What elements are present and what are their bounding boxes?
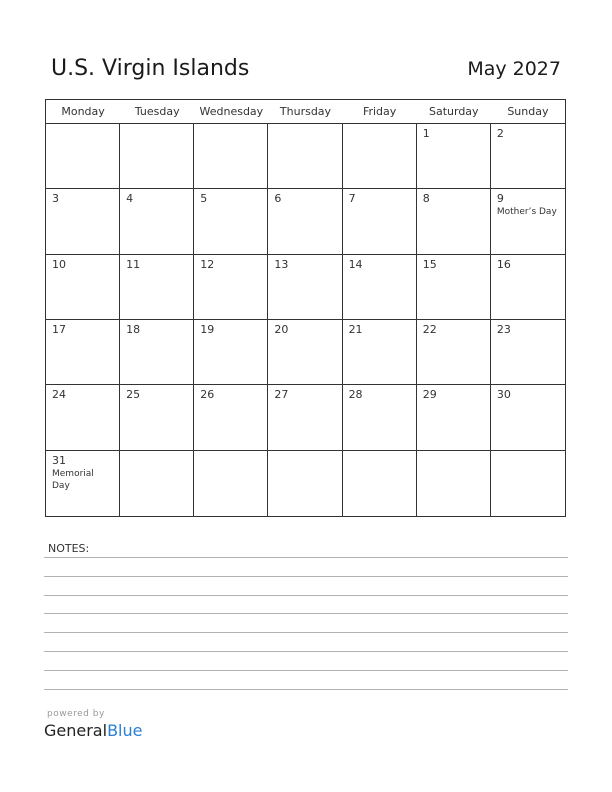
notes-line bbox=[44, 557, 568, 558]
day-cell-22 bbox=[417, 320, 491, 385]
notes-line bbox=[44, 651, 568, 652]
powered-by-text: powered by bbox=[47, 709, 105, 719]
notes-label: NOTES: bbox=[48, 542, 90, 555]
day-number: 30 bbox=[496, 388, 511, 402]
day-cell-21 bbox=[343, 320, 417, 385]
empty-day-cell bbox=[120, 451, 194, 516]
day-number: 28 bbox=[348, 388, 363, 402]
generalblue-logo bbox=[44, 721, 142, 741]
day-cell-18 bbox=[120, 320, 194, 385]
notes-line bbox=[44, 595, 568, 596]
day-number: 17 bbox=[52, 323, 66, 336]
day-number: 20 bbox=[274, 323, 289, 336]
day-cell-31 bbox=[46, 451, 120, 516]
empty-day-cell bbox=[268, 124, 342, 189]
day-cell-8 bbox=[417, 189, 491, 254]
day-number: 25 bbox=[126, 388, 141, 402]
day-cell-1 bbox=[417, 124, 491, 189]
day-number: 7 bbox=[348, 192, 356, 206]
day-cell-25 bbox=[120, 385, 194, 450]
day-cell-24 bbox=[46, 385, 120, 450]
holiday-label: Memorial Day bbox=[52, 468, 94, 491]
day-cell-23 bbox=[491, 320, 565, 385]
day-cell-28 bbox=[343, 385, 417, 450]
day-cell-2 bbox=[491, 124, 565, 189]
notes-line bbox=[44, 613, 568, 614]
weekday-monday: Monday bbox=[61, 105, 105, 118]
day-cell-6 bbox=[268, 189, 342, 254]
day-cell-29 bbox=[417, 385, 491, 450]
day-cell-5 bbox=[194, 189, 268, 254]
empty-day-cell bbox=[46, 124, 120, 189]
notes-line bbox=[44, 689, 568, 690]
day-number: 27 bbox=[274, 388, 289, 402]
day-number: 15 bbox=[422, 257, 437, 271]
day-number: 29 bbox=[422, 388, 437, 402]
day-number: 14 bbox=[348, 257, 363, 271]
days-grid bbox=[46, 124, 565, 516]
calendar-title: U.S. Virgin Islands bbox=[51, 56, 250, 81]
notes-line bbox=[44, 670, 568, 671]
day-cell-17 bbox=[46, 320, 120, 385]
empty-day-cell bbox=[417, 451, 491, 516]
weekday-thursday: Thursday bbox=[279, 105, 332, 118]
day-cell-7 bbox=[343, 189, 417, 254]
day-cell-3 bbox=[46, 189, 120, 254]
notes-line bbox=[44, 632, 568, 633]
day-cell-10 bbox=[46, 255, 120, 320]
weekday-friday: Friday bbox=[362, 105, 397, 118]
empty-day-cell bbox=[120, 124, 194, 189]
calendar-grid bbox=[45, 99, 566, 517]
empty-day-cell bbox=[491, 451, 565, 516]
weekday-saturday: Saturday bbox=[428, 105, 479, 118]
notes-line bbox=[44, 576, 568, 577]
day-number: 13 bbox=[274, 257, 289, 271]
holiday-label: Mother’s Day bbox=[496, 207, 557, 218]
empty-day-cell bbox=[194, 124, 268, 189]
day-cell-19 bbox=[194, 320, 268, 385]
day-number: 5 bbox=[200, 192, 208, 206]
weekday-wednesday: Wednesday bbox=[199, 105, 264, 118]
empty-day-cell bbox=[343, 451, 417, 516]
empty-day-cell bbox=[194, 451, 268, 516]
day-number: 31 bbox=[52, 453, 66, 467]
day-number: 9 bbox=[496, 192, 504, 206]
brand-general: General bbox=[44, 721, 108, 740]
day-cell-9 bbox=[491, 189, 565, 254]
empty-day-cell bbox=[343, 124, 417, 189]
day-number: 23 bbox=[496, 323, 511, 336]
day-cell-15 bbox=[417, 255, 491, 320]
day-cell-4 bbox=[120, 189, 194, 254]
day-cell-27 bbox=[268, 385, 342, 450]
day-number: 24 bbox=[52, 388, 66, 402]
day-number: 1 bbox=[422, 127, 430, 140]
day-number: 26 bbox=[200, 388, 215, 402]
day-number: 12 bbox=[200, 257, 215, 271]
day-number: 2 bbox=[496, 127, 504, 140]
day-number: 22 bbox=[422, 323, 437, 336]
weekday-header bbox=[46, 100, 565, 124]
day-number: 16 bbox=[496, 257, 511, 271]
day-cell-20 bbox=[268, 320, 342, 385]
empty-day-cell bbox=[268, 451, 342, 516]
day-number: 6 bbox=[274, 192, 282, 206]
day-number: 21 bbox=[348, 323, 363, 336]
weekday-tuesday: Tuesday bbox=[134, 105, 180, 118]
day-cell-13 bbox=[268, 255, 342, 320]
day-cell-11 bbox=[120, 255, 194, 320]
day-cell-14 bbox=[343, 255, 417, 320]
day-number: 18 bbox=[126, 323, 141, 336]
brand-blue: Blue bbox=[107, 721, 143, 740]
day-number: 3 bbox=[52, 192, 59, 206]
day-number: 8 bbox=[422, 192, 430, 206]
calendar-month: May 2027 bbox=[467, 58, 561, 80]
day-number: 4 bbox=[126, 192, 134, 206]
day-cell-12 bbox=[194, 255, 268, 320]
day-number: 11 bbox=[126, 257, 141, 271]
day-cell-16 bbox=[491, 255, 565, 320]
day-cell-26 bbox=[194, 385, 268, 450]
day-number: 19 bbox=[200, 323, 215, 336]
day-number: 10 bbox=[52, 257, 66, 271]
day-cell-30 bbox=[491, 385, 565, 450]
weekday-sunday: Sunday bbox=[507, 105, 549, 118]
